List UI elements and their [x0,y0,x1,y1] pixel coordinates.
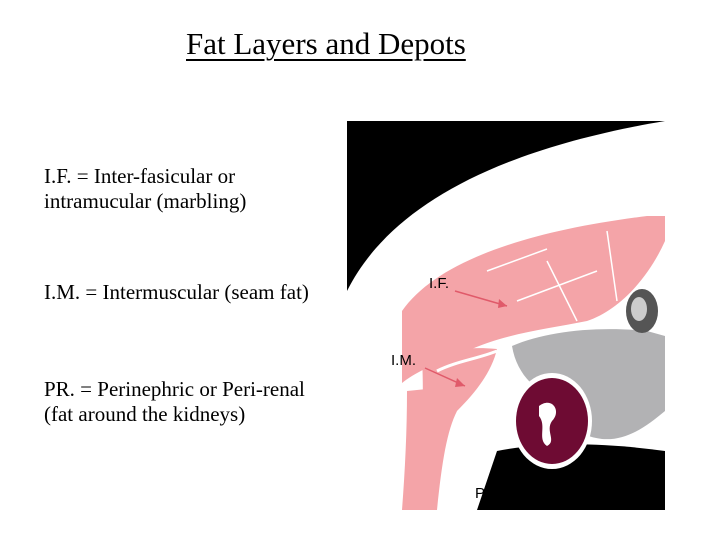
label-if: I.F. [429,275,450,292]
label-pr: PR. [475,485,501,502]
definition-intermuscular: I.M. = Intermuscular (seam fat) [44,280,309,304]
vertebra-highlight [631,297,647,321]
definition-perirenal: PR. = Perinephric or Peri-renal (fat around the kidneys) [44,377,305,426]
definition-interfasicular: I.F. = Inter-fasicular or intramucular (marbling) [44,164,247,213]
carcass-cross-section-figure [347,121,665,510]
label-im: I.M. [391,352,416,369]
page-title: Fat Layers and Depots [186,26,466,61]
